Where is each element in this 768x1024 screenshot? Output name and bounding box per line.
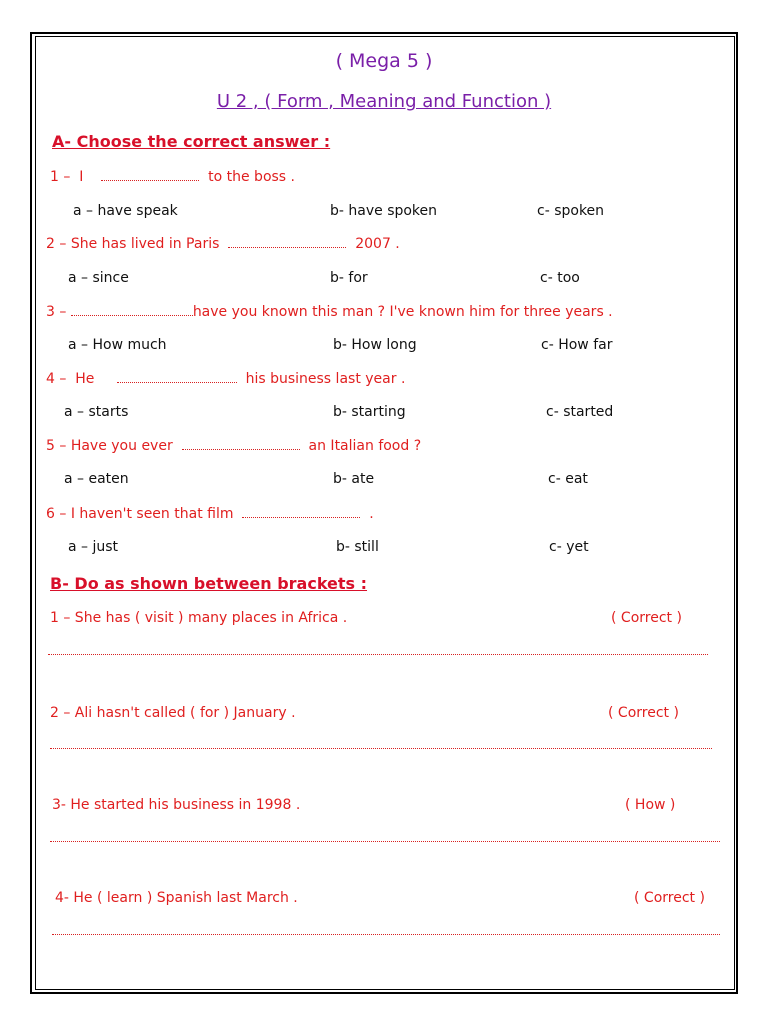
option-2b[interactable]: b- for [330,270,368,286]
answer-blank[interactable] [182,439,300,450]
exercise-3-instruction: ( How ) [625,797,676,813]
question-4: 4 – He his business last year . [46,371,406,387]
worksheet-title: ( Mega 5 ) [335,50,433,72]
option-6a[interactable]: a – just [68,539,119,555]
option-2c[interactable]: c- too [540,270,580,286]
answer-blank[interactable] [101,170,199,181]
exercise-3-text: 3- He started his business in 1998 . [52,797,301,813]
section-a-heading: A- Choose the correct answer : [52,132,331,151]
answer-line-4[interactable] [52,934,720,935]
exercise-2-instruction: ( Correct ) [608,705,679,721]
question-2: 2 – She has lived in Paris 2007 . [46,236,400,252]
exercise-1-instruction: ( Correct ) [611,610,682,626]
option-1c[interactable]: c- spoken [537,203,605,219]
worksheet-subtitle: U 2 , ( Form , Meaning and Function ) [216,91,552,112]
answer-blank[interactable] [117,372,237,383]
option-1a[interactable]: a – have speak [73,203,178,219]
answer-line-1[interactable] [48,654,708,655]
option-3a[interactable]: a – How much [68,337,167,353]
option-2a[interactable]: a – since [68,270,129,286]
question-3: 3 – have you known this man ? I've known him for three years . [46,304,613,320]
option-6b[interactable]: b- still [336,539,379,555]
option-4b[interactable]: b- starting [333,404,406,420]
answer-line-2[interactable] [50,748,712,749]
question-1: 1 – I to the boss . [50,169,295,185]
answer-blank[interactable] [228,237,346,248]
option-1b[interactable]: b- have spoken [330,203,438,219]
option-4a[interactable]: a – starts [64,404,129,420]
option-5c[interactable]: c- eat [548,471,588,487]
question-6: 6 – I haven't seen that film . [46,506,374,522]
option-5b[interactable]: b- ate [333,471,375,487]
section-b-heading: B- Do as shown between brackets : [50,574,368,593]
option-6c[interactable]: c- yet [549,539,589,555]
exercise-2-text: 2 – Ali hasn't called ( for ) January . [50,705,296,721]
exercise-4-instruction: ( Correct ) [634,890,705,906]
option-5a[interactable]: a – eaten [64,471,129,487]
question-5: 5 – Have you ever an Italian food ? [46,438,422,454]
exercise-1-text: 1 – She has ( visit ) many places in Africa . [50,610,348,626]
answer-line-3[interactable] [50,841,720,842]
option-4c[interactable]: c- started [546,404,614,420]
option-3b[interactable]: b- How long [333,337,417,353]
option-3c[interactable]: c- How far [541,337,613,353]
answer-blank[interactable] [242,507,360,518]
exercise-4-text: 4- He ( learn ) Spanish last March . [55,890,298,906]
answer-blank[interactable] [71,305,193,316]
